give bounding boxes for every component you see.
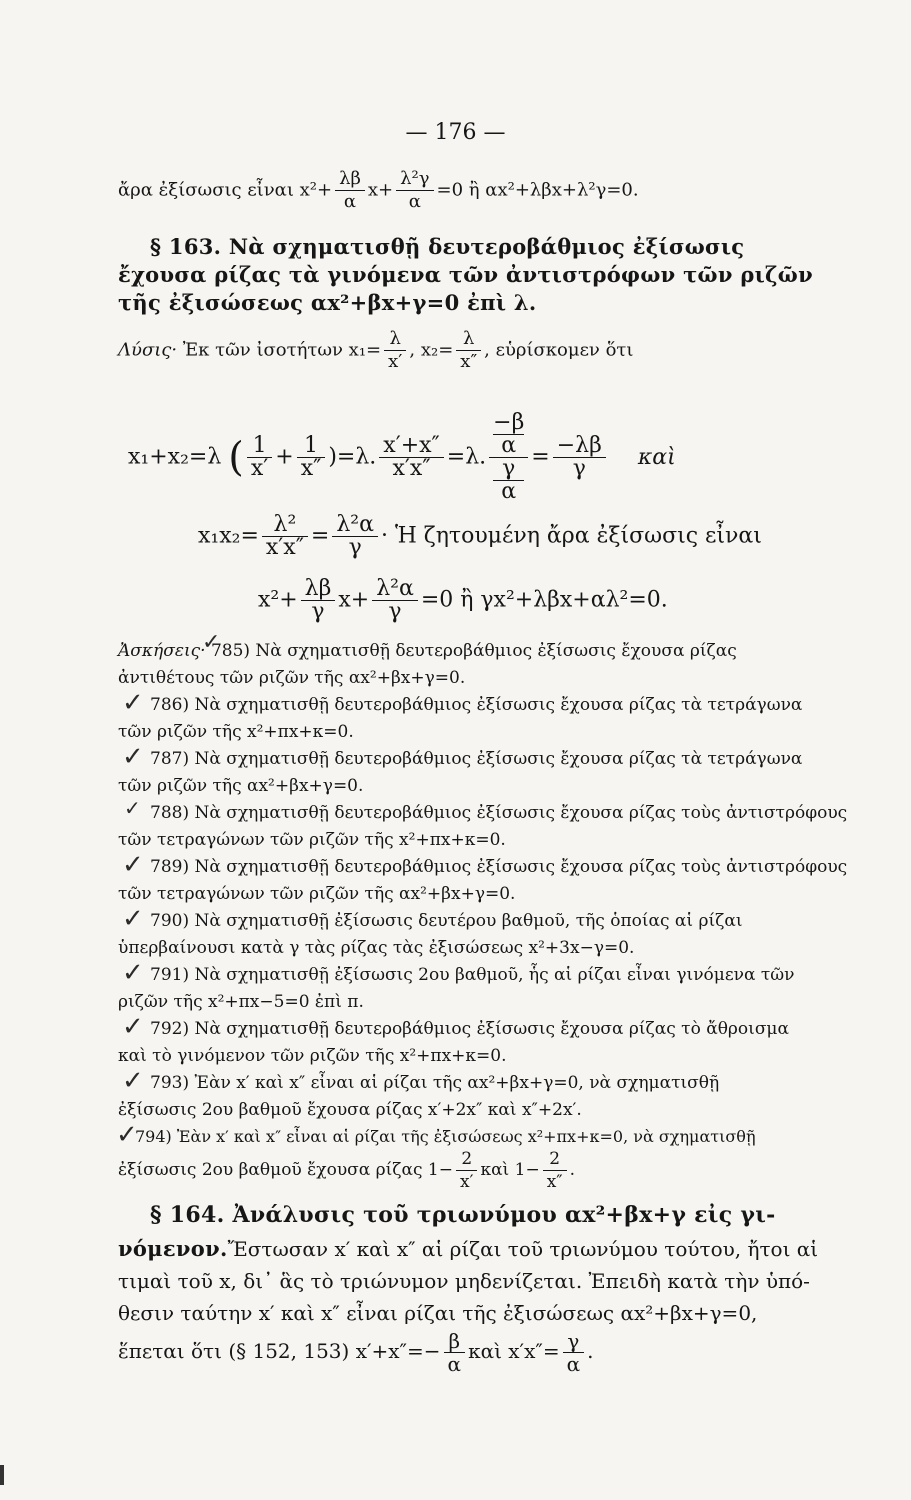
solution-fraction-2-numerator: λ	[456, 328, 481, 351]
sum-fraction-e-denominator: γ	[572, 456, 586, 481]
sum-eq: =λ.	[446, 444, 487, 470]
exercise-last-fraction-b-numerator: 2	[543, 1148, 567, 1171]
sum-open-paren: (	[228, 434, 244, 481]
section-164-line-5-lead: ἕπεται ὅτι (§ 152, 153) x′+x″=−	[118, 1339, 441, 1363]
result-mid: x+	[338, 587, 370, 613]
exercise-line: 794) Ἐὰν x′ καὶ x″ εἶναι αἱ ρίζαι τῆς ἐξισώσεως x²+πx+κ=0, νὰ σχηματισθῇ	[135, 1127, 756, 1146]
result-fraction-b-numerator: λ²α	[372, 578, 418, 601]
section-164-fraction-a-numerator: β	[444, 1330, 466, 1353]
exercise-line: 792) Νὰ σχηματισθῇ δευτεροβάθμιος ἐξίσωσις ἔχουσα ρίζας τὸ ἄθροισμα	[150, 1019, 789, 1039]
sum-eq-2: =	[531, 444, 550, 470]
intro-equation-line	[118, 168, 639, 213]
sum-fraction-c-denominator: x′x″	[392, 456, 431, 481]
exercise-line: ἀντιθέτους τῶν ριζῶν τῆς αx²+βx+γ=0.	[118, 668, 466, 688]
section-164-line-4: θεσιν ταύτην x′ καὶ x″ εἶναι ρίζαι τῆς ἐξισώσεως αx²+βx+γ=0,	[118, 1301, 758, 1325]
result-fraction-a	[301, 578, 336, 623]
page-number: — 176 —	[405, 120, 506, 145]
intro-mid: x+	[367, 179, 394, 201]
check-mark-icon: ✓	[122, 688, 144, 718]
product-fraction-b-numerator: λ²α	[332, 514, 378, 537]
exercise-line: ὑπερβαίνουσι κατὰ γ τὰς ρίζας τὰς ἐξισώσεως x²+3x−γ=0.	[118, 938, 635, 958]
sum-plus: +	[275, 444, 294, 470]
result-fraction-b	[372, 578, 418, 623]
section-164-fraction-a	[444, 1330, 466, 1375]
section-164-fraction-b-numerator: γ	[563, 1330, 585, 1353]
sum-fraction-a-numerator: 1	[247, 435, 272, 458]
check-mark-icon: ✓	[122, 958, 144, 988]
sum-fraction-a-denominator: x′	[250, 456, 269, 481]
sum-compound-num-bottom: α	[501, 433, 517, 458]
section-163-heading-line-1	[150, 236, 744, 258]
exercise-line: καὶ τὸ γινόμενον τῶν ριζῶν τῆς x²+πx+κ=0.	[118, 1046, 507, 1066]
sum-compound-fraction	[489, 412, 528, 503]
intro-fraction-1-numerator: λβ	[335, 168, 365, 191]
section-164-line-5-tail: .	[587, 1339, 594, 1363]
solution-line	[118, 328, 633, 373]
section-164-line-5	[118, 1330, 593, 1375]
section-163-title-1: Νὰ σχηματισθῇ δευτεροβάθμιος ἐξίσωσις	[228, 234, 745, 259]
exercise-line: τῶν τετραγώνων τῶν ριζῶν τῆς αx²+βx+γ=0.	[118, 884, 516, 904]
exercise-line: 790) Νὰ σχηματισθῇ ἐξίσωσις δευτέρου βαθμοῦ, τῆς ὁποίας αἱ ρίζαι	[150, 911, 743, 931]
intro-fraction-2-numerator: λ²γ	[396, 168, 433, 191]
section-164-line-2	[118, 1238, 818, 1260]
exercise-line: 788) Νὰ σχηματισθῇ δευτεροβάθμιος ἐξίσωσις ἔχουσα ρίζας τοὺς ἀντιστρόφους	[150, 803, 848, 823]
check-mark-icon: ✓	[124, 796, 141, 820]
section-163-heading-line-3: τῆς ἐξισώσεως αx²+βx+γ=0 ἐπὶ λ.	[118, 290, 537, 315]
result-fraction-b-denominator: γ	[388, 599, 402, 624]
sum-fraction-b-denominator: x″	[300, 456, 322, 481]
product-text: · Ἡ ζητουμένη ἄρα ἐξίσωσις εἶναι	[380, 523, 762, 549]
exercise-line: 793) Ἐὰν x′ καὶ x″ εἶναι αἱ ρίζαι τῆς αx²+βx+γ=0, νὰ σχηματισθῇ	[150, 1073, 720, 1093]
section-sign: §	[150, 1202, 162, 1228]
sum-equation	[128, 412, 676, 503]
solution-fraction-2	[456, 328, 481, 373]
intro-fraction-2	[396, 168, 433, 213]
sum-fraction-b	[297, 435, 326, 480]
section-164-fraction-b	[563, 1330, 585, 1375]
solution-text-1: Ἐκ τῶν ἰσοτήτων x₁=	[182, 339, 382, 361]
solution-fraction-1	[384, 328, 406, 373]
sum-fraction-a	[247, 435, 272, 480]
exercise-last-fraction-b-denominator: x″	[546, 1172, 563, 1192]
exercise-last-mid: καὶ 1−	[480, 1160, 540, 1180]
sum-kai: καὶ	[637, 444, 676, 470]
sum-compound-denominator	[489, 458, 528, 503]
sum-fraction-c-numerator: x′+x″	[379, 435, 443, 458]
solution-text-3: , εὑρίσκομεν ὅτι	[484, 339, 634, 361]
sum-lhs: x₁+x₂=λ	[128, 444, 222, 470]
product-fraction-a-numerator: λ²	[262, 514, 308, 537]
section-164-title-2: νόμενον.	[118, 1236, 228, 1261]
sum-fraction-c	[379, 435, 443, 480]
exercise-line: 791) Νὰ σχηματισθῇ ἐξίσωσις 2ου βαθμοῦ, ἧς αἱ ρίζαι εἶναι γινόμενα τῶν	[150, 965, 795, 985]
product-fraction-a-denominator: x′x″	[265, 535, 304, 560]
exercise-last-fraction-a-numerator: 2	[456, 1148, 477, 1171]
sum-fraction-b-numerator: 1	[297, 435, 326, 458]
sum-compound-numerator	[489, 412, 528, 458]
section-163-number: 163.	[168, 234, 222, 259]
sum-compound-den-bottom: α	[501, 479, 517, 504]
exercise-line: ριζῶν τῆς x²+πx−5=0 ἐπὶ π.	[118, 992, 364, 1012]
sum-compound-den-top: γ	[493, 458, 524, 481]
result-fraction-a-numerator: λβ	[301, 578, 336, 601]
solution-fraction-2-denominator: x″	[460, 351, 478, 372]
section-164-fraction-a-denominator: α	[447, 1352, 462, 1376]
check-mark-icon: ✓	[122, 1066, 144, 1096]
page-edge-mark	[0, 1465, 4, 1485]
section-164-line-5-mid: καὶ x′x″=	[468, 1339, 560, 1363]
sum-close-paren: )=λ.	[328, 444, 377, 470]
exercise-line: 787) Νὰ σχηματισθῇ δευτεροβάθμιος ἐξίσωσις ἔχουσα ρίζας τὰ τετράγωνα	[150, 749, 803, 769]
solution-fraction-1-denominator: x′	[388, 351, 403, 372]
result-equation	[258, 578, 668, 623]
check-mark-icon: ✓	[122, 1012, 144, 1042]
exercises-label: Ἀσκήσεις·	[118, 641, 206, 661]
exercise-last-fraction-a-denominator: x′	[460, 1172, 474, 1192]
exercise-line: 789) Νὰ σχηματισθῇ δευτεροβάθμιος ἐξίσωσις ἔχουσα ρίζας τοὺς ἀντιστρόφους	[150, 857, 848, 877]
result-fraction-a-denominator: γ	[311, 599, 325, 624]
sum-fraction-e	[553, 435, 606, 480]
exercise-last-fraction-b	[543, 1148, 567, 1193]
exercise-line: ἐξίσωσις 2ου βαθμοῦ ἔχουσα ρίζας x′+2x″ καὶ x″+2x′.	[118, 1100, 582, 1120]
solution-label: Λύσις·	[118, 339, 178, 361]
intro-fraction-2-denominator: α	[408, 191, 421, 212]
intro-lead: ἄρα ἐξίσωσις εἶναι x²+	[118, 179, 333, 201]
product-lhs: x₁x₂=	[198, 523, 259, 549]
check-mark-icon: ✓	[122, 904, 144, 934]
sum-compound-num-top: −β	[493, 410, 525, 435]
result-lead: x²+	[258, 587, 298, 613]
section-164-line-3: τιμαὶ τοῦ x, δι᾿ ἃς τὸ τριώνυμον μηδενίζεται. Ἐπειδὴ κατὰ τὴν ὑπό-	[118, 1269, 810, 1293]
exercise-last-lead: ἐξίσωσις 2ου βαθμοῦ ἔχουσα ρίζας 1−	[118, 1160, 453, 1180]
section-164-title-1: Ἀνάλυσις τοῦ τριωνύμου αx²+βx+γ εἰς γι-	[232, 1202, 776, 1228]
check-mark-icon: ✓	[122, 742, 144, 772]
product-fraction-b	[332, 514, 378, 559]
result-tail: =0 ἢ γx²+λβx+αλ²=0.	[420, 587, 668, 613]
product-fraction-b-denominator: γ	[348, 535, 362, 560]
exercise-line: τῶν τετραγώνων τῶν ριζῶν τῆς x²+πx+κ=0.	[118, 830, 506, 850]
exercise-line: τῶν ριζῶν τῆς x²+πx+κ=0.	[118, 722, 354, 742]
section-164-text-2: Ἔστωσαν x′ καὶ x″ αἱ ρίζαι τοῦ τριωνύμου τούτου, ἤτοι αἱ	[227, 1237, 819, 1261]
intro-fraction-1-denominator: α	[343, 191, 357, 212]
section-164-number: 164.	[169, 1202, 225, 1228]
check-mark-icon: ✓	[122, 850, 144, 880]
exercise-last-fraction-a	[456, 1148, 477, 1193]
exercise-794-last-line	[118, 1148, 575, 1193]
section-163-heading-line-2: ἔχουσα ρίζας τὰ γινόμενα τῶν ἀντιστρόφων τῶν ριζῶν	[118, 262, 813, 287]
solution-text-2: , x₂=	[409, 339, 454, 361]
exercise-line: 786) Νὰ σχηματισθῇ δευτεροβάθμιος ἐξίσωσις ἔχουσα ρίζας τὰ τετράγωνα	[150, 695, 803, 715]
check-mark-icon: ✓	[116, 1120, 138, 1150]
product-fraction-a	[262, 514, 308, 559]
exercise-last-tail: .	[569, 1160, 576, 1180]
section-sign: §	[150, 234, 162, 259]
intro-tail: =0 ἢ αx²+λβx+λ²γ=0.	[436, 179, 639, 201]
exercise-line: 785) Νὰ σχηματισθῇ δευτεροβάθμιος ἐξίσωσις ἔχουσα ρίζας	[210, 641, 737, 661]
section-164-fraction-b-denominator: α	[566, 1352, 581, 1376]
intro-fraction-1	[335, 168, 365, 213]
check-mark-icon: ✓	[202, 630, 221, 655]
product-equation	[198, 514, 762, 559]
exercise-line: τῶν ριζῶν τῆς αx²+βx+γ=0.	[118, 776, 364, 796]
sum-fraction-e-numerator: −λβ	[553, 435, 606, 458]
product-eq: =	[310, 523, 330, 549]
solution-fraction-1-numerator: λ	[384, 328, 406, 351]
section-164-heading-line-1	[150, 1204, 776, 1226]
